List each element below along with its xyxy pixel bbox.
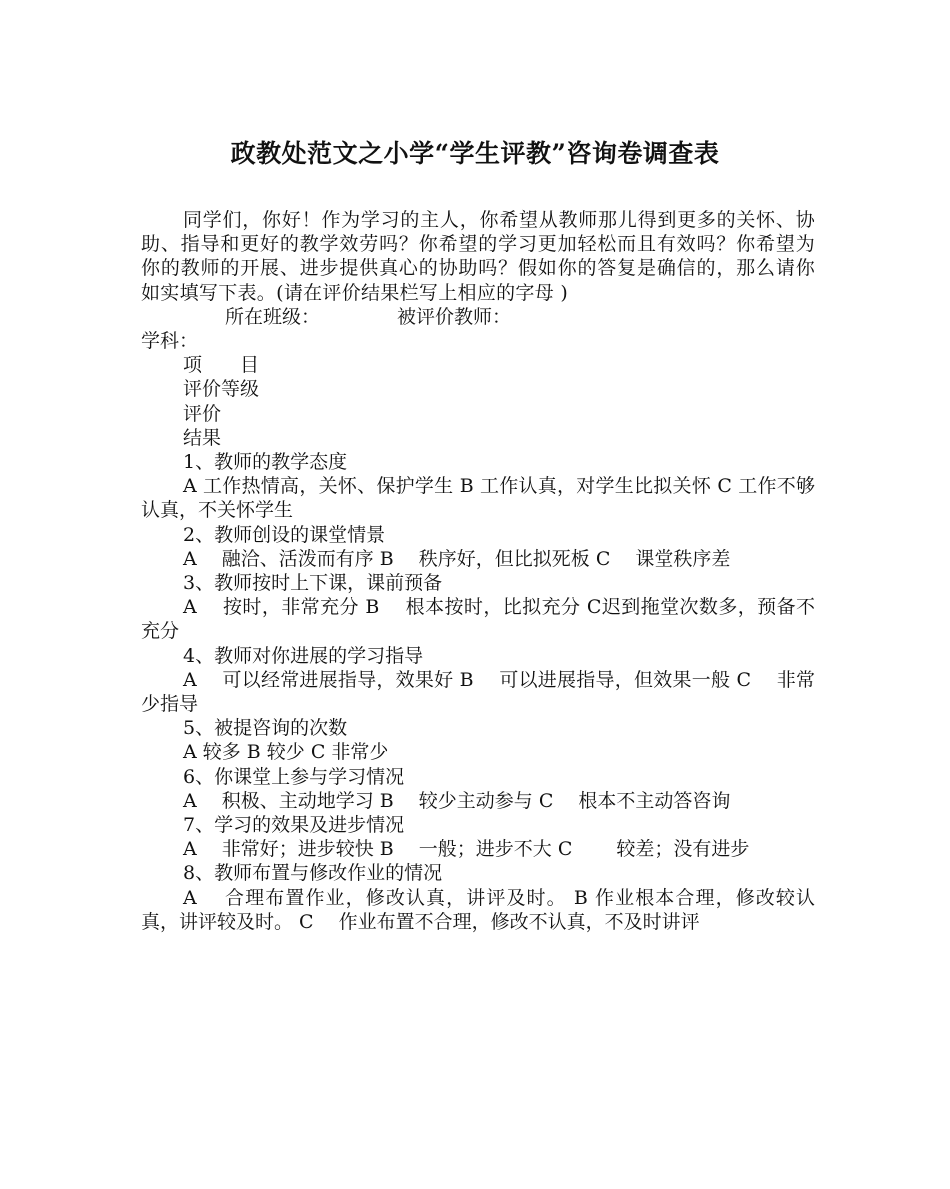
teacher-label: 被评价教师：	[397, 305, 512, 328]
document-body	[141, 208, 815, 934]
question-2: 2、教师创设的课堂情景	[183, 523, 386, 546]
subject-label: 学科：	[141, 330, 199, 353]
table-header-result: 结果	[183, 426, 222, 449]
question-6: 6、你课堂上参与学习情况	[183, 765, 405, 788]
options-3: A 按时，非常充分 B 根本按时，比拟充分 C迟到拖堂次数多，预备不充分	[141, 596, 815, 643]
table-header-evaluation: 评价	[183, 402, 222, 425]
options-2: A 融洽、活泼而有序 B 秩序好，但比拟死板 C 课堂秩序差	[183, 547, 731, 570]
intro-paragraph: 同学们，你好！作为学习的主人，你希望从教师那儿得到更多的关怀、协助、指导和更好的教学效劳吗？你希望的学习更加轻松而且有效吗？你希望为你的教师的开展、进步提供真心的协助吗？假如你的答复是确信的，那么请你如实填写下表。(请在评价结果栏写上相应的字母 )	[141, 209, 815, 304]
options-6: A 积极、主动地学习 B 较少主动参与 C 根本不主动答咨询	[183, 789, 731, 812]
table-header-grade: 评价等级	[183, 378, 260, 401]
question-1: 1、教师的教学态度	[183, 451, 348, 474]
options-5: A 较多 B 较少 C 非常少	[183, 741, 389, 764]
table-header-item: 项 目	[183, 354, 260, 377]
question-8: 8、教师布置与修改作业的情况	[183, 862, 443, 885]
question-3: 3、教师按时上下课，课前预备	[183, 572, 443, 595]
document-title: 政教处范文之小学“学生评教”咨询卷调查表	[230, 139, 720, 168]
options-4: A 可以经常进展指导，效果好 B 可以进展指导，但效果一般 C 非常少指导	[141, 668, 815, 716]
options-7: A 非常好；进步较快 B 一般；进步不大 C 较差；没有进步	[183, 838, 750, 861]
class-teacher-line	[141, 305, 815, 329]
question-7: 7、学习的效果及进步情况	[183, 814, 405, 837]
class-label: 所在班级：	[225, 305, 321, 328]
options-8: A 合理布置作业，修改认真，讲评及时。 B 作业根本合理，修改较认真，讲评较及时。 C 作业布置不合理，修改不认真，不及时讲评	[141, 886, 815, 933]
question-5: 5、被提咨询的次数	[183, 717, 348, 740]
question-4: 4、教师对你进展的学习指导	[183, 644, 424, 667]
options-1: A 工作热情高，关怀、保护学生 B 工作认真，对学生比拟关怀 C 工作不够认真，不关怀学生	[141, 475, 815, 522]
